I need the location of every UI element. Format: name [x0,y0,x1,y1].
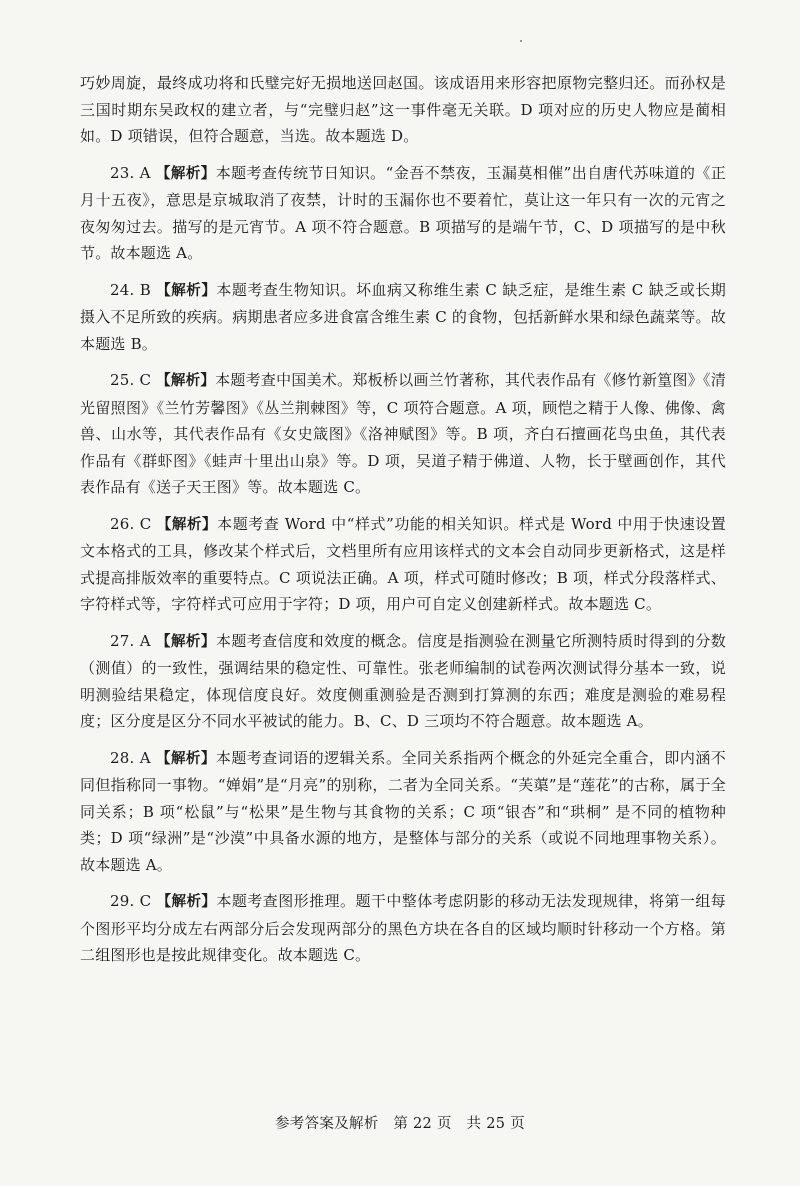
answer-text: 本题考查生物知识。坏血病又称维生素 C 缺乏症，是维生素 C 缺乏或长期摄入不足所致的疾病。病期患者应多进食富含维生素 C 的食物，包括新鲜水果和绿色蔬菜等。故本题选 B。 [80,280,727,353]
answer-number: 24. B [110,280,151,299]
answer-number: 23. A [110,163,151,182]
footer-page-number: 第 22 页 [393,1116,452,1132]
answer-text: 本题考查信度和效度的概念。信度是指测验在测量它所测特质时得到的分数（测值）的一致性，强调结果的稳定性、可靠性。张老师编制的试卷两次测试得分基本一致，说明测验结果稳定，体现信度良好。效度侧重测验是否测到打算测的东西；难度是测验的难易程度；区分度是区分不同水平被试的能力。B、C、D 三项均不符合题意。故本题选 A。 [80,631,727,730]
footer-title: 参考答案及解析 [274,1116,379,1132]
scan-speck [520,40,522,42]
answer-text: 本题考查传统节日知识。“金吾不禁夜，玉漏莫相催”出自唐代苏味道的《正月十五夜》，意思是京城取消了夜禁，计时的玉漏你也不要着忙，莫让这一年只有一次的元宵之夜匆匆过去。描写的是元宵节。A 项不符合题意。B 项描写的是端午节，C、D 项描写的是中秋节。故本题选 A。 [80,163,726,262]
answer-number: 28. A [110,748,151,767]
answer-item-23 [80,160,726,267]
answer-text: 本题考查词语的逻辑关系。全同关系指两个概念的外延完全重合，即内涵不同但指称同一事物。“婵娟”是“月亮”的别称，二者为全同关系。“芙蕖”是“莲花”的古称，属于全同关系；B 项“松鼠”与“松果”是生物与其食物的关系；C 项“银杏”和“珙桐” 是不同的植物种类；D 项“绿洲”是“沙漠”中具备水源的地方，是整体与部分的关系（或说不同地理事物关系）。故本题选 A。 [80,748,727,874]
analysis-tag: 【解析】 [155,165,216,182]
answer-analysis-body [80,70,726,979]
analysis-tag: 【解析】 [156,894,217,910]
answer-text: 本题考查图形推理。题干中整体考虑阴影的移动无法发现规律，将第一组每个图形平均分成左右两部分后会发现两部分的黑色方块在各自的区域均顺时针移动一个方格。第二组图形也是按此规律变化。故本题选 C。 [80,892,726,964]
analysis-tag: 【解析】 [156,373,216,389]
analysis-tag: 【解析】 [155,750,216,767]
answer-number: 27. A [110,631,151,650]
analysis-tag: 【解析】 [156,516,218,533]
footer-total-pages: 共 25 页 [466,1116,525,1132]
page-footer [0,1112,800,1133]
answer-text: 本题考查 Word 中“样式”功能的相关知识。样式是 Word 中用于快速设置文本格式的工具，修改某个样式后，文档里所有应用该样式的文本会自动同步更新格式，这是样式提高排版效率的重要特点。C 项说法正确。A 项，样式可随时修改；B 项，样式分段落样式、字符样式等，字符样式可应用于字符；D 项，用户可自定义创建新样式。故本题选 C。 [80,514,726,613]
answer-item-29 [80,888,726,969]
answer-item-26 [80,511,726,618]
answer-number: 29. C [110,892,152,910]
intro-paragraph: 巧妙周旋，最终成功将和氏璧完好无损地送回赵国。该成语用来形容把原物完整归还。而孙权是三国时期东吴政权的建立者，与“完璧归赵”这一事件毫无关联。D 项对应的历史人物应是蔺相如。D 项错误，但符合题意，当选。故本题选 D。 [80,74,726,145]
answer-text: 本题考查中国美术。郑板桥以画兰竹著称，其代表作品有《修竹新篁图》《清光留照图》《兰竹芳馨图》《丛兰荆棘图》等，C 项符合题意。A 项，顾恺之精于人像、佛像、禽兽、山水等，其代表作品有《女史箴图》《洛神赋图》等。B 项，齐白石擅画花鸟虫鱼，其代表作品有《群虾图》《蛙声十里出山泉》等。D 项，吴道子精于佛道、人物，长于壁画创作，其代表作品有《送子天王图》等。故本题选 C。 [80,371,726,496]
answer-number: 26. C [110,514,152,533]
answer-item-24 [80,277,726,358]
analysis-tag: 【解析】 [156,282,217,299]
answer-item-25 [80,367,726,501]
answer-number: 25. C [110,371,152,389]
answer-item-28 [80,745,726,879]
answer-item-27 [80,628,726,735]
analysis-tag: 【解析】 [155,633,216,650]
